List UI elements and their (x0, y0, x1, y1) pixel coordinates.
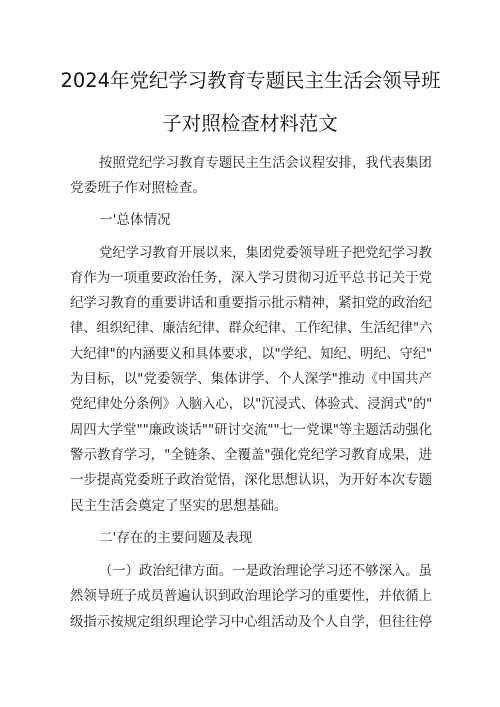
paragraph-line: 育作为一项重要政治任务，深入学习贯彻习近平总书记关于党 (70, 270, 433, 286)
intro-line-1: 按照党纪学习教育专题民主生活会议程安排，我代表集团 (99, 155, 432, 171)
paragraph-line: 纪学习教育的重要讲话和重要指示批示精神，紧扣党的政治纪 (70, 295, 433, 311)
paragraph-line: 为目标，以"党委领学、集体讲学、个人深学"推动《中国共产 (70, 371, 432, 387)
intro-line-2: 党委班子作对照检查。 (70, 180, 206, 196)
paragraph-line: 一步提高党委班子政治觉悟，深化思想认识，为开好本次专题 (70, 472, 433, 488)
paragraph-line: 民主生活会奠定了坚实的思想基础。 (70, 498, 288, 514)
section-2-heading: 二'存在的主要问题及表现 (99, 530, 253, 546)
paragraph-line: （一）政治纪律方面。一是政治理论学习还不够深入。虽 (99, 563, 432, 579)
section-1-heading: 一'总体情况 (99, 212, 171, 228)
document-title-line-1: 2024年党纪学习教育专题民主生活会领导班 (60, 69, 441, 92)
paragraph-line: 大纪律"的内涵要义和具体要求，以"学纪、知纪、明纪、守纪" (70, 346, 433, 362)
paragraph-line: 然领导班子成员普遍认识到政治理论学习的重要性，并依循上 (70, 588, 433, 604)
paragraph-line: 律、组织纪律、廉洁纪律、群众纪律、工作纪律、生活纪律"六 (70, 320, 433, 336)
paragraph-line: 党纪学习教育开展以来，集团党委领导班子把党纪学习教 (99, 245, 432, 261)
paragraph-line: 周四大学堂""廉政谈话""研讨交流""七一党课"等主题活动强化 (70, 422, 433, 438)
paragraph-line: 警示教育学习，"全链条、全覆盖"强化党纪学习教育成果，进 (70, 447, 432, 463)
document-title-line-2: 子对照检查材料范文 (162, 112, 338, 135)
paragraph-line: 党纪律处分条例》入脑入心，以"沉浸式、体验式、浸润式"的" (70, 396, 433, 412)
paragraph-line: 级指示按规定组织理论学习中心组活动及个人自学，但往往停 (70, 614, 433, 630)
